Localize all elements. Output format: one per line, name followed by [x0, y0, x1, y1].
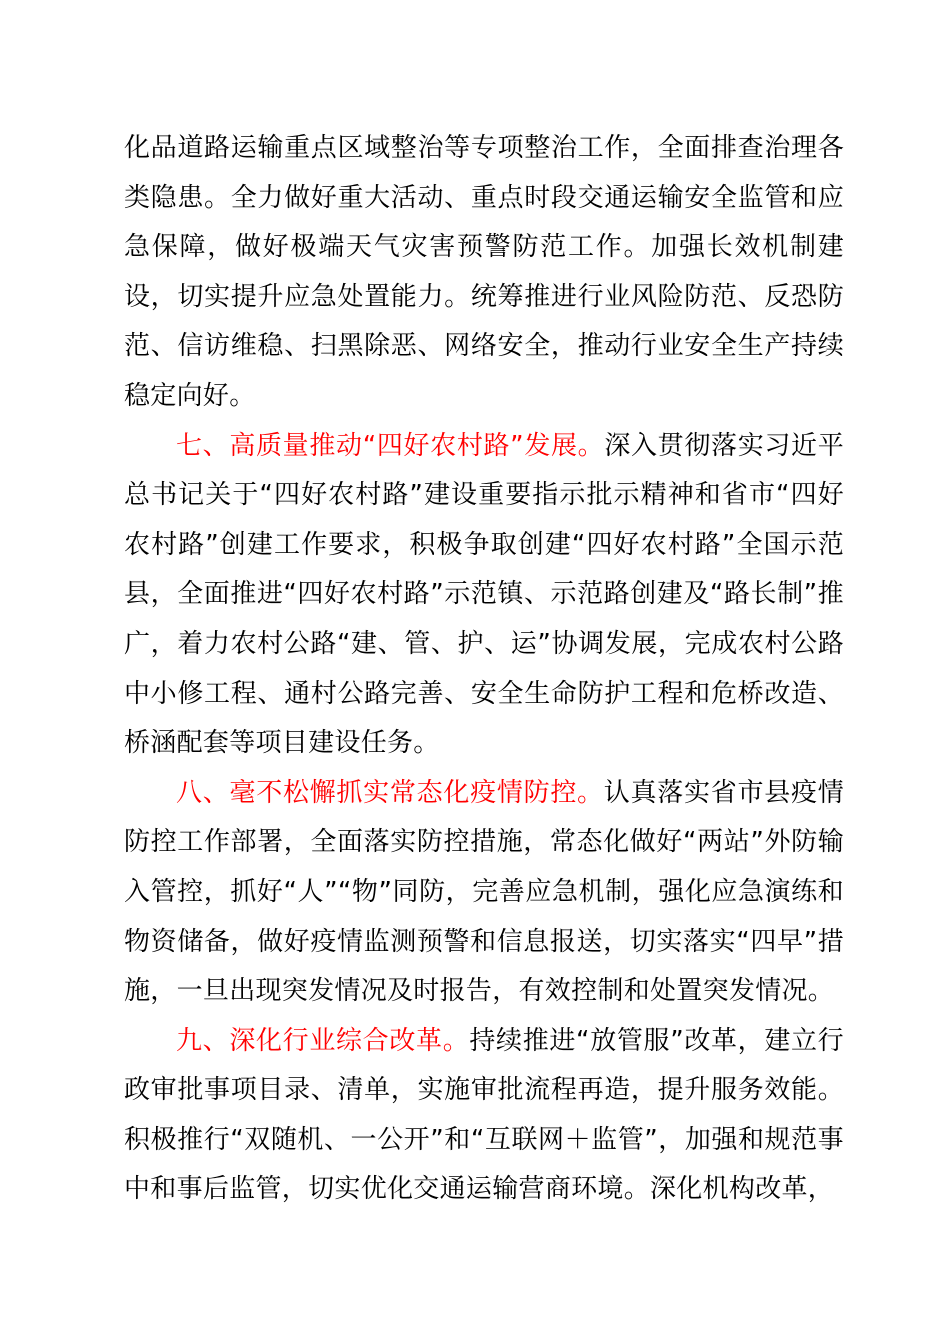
- document-body: [124, 124, 844, 1215]
- section-heading: 七、高质量推动“四好农村路”发展。: [176, 430, 605, 461]
- section-heading: 八、毫不松懈抓实常态化疫情防控。: [176, 777, 604, 808]
- paragraph-body: 持续推进“放管服”改革，建立行政审批事项目录、清单，实施审批流程再造，提升服务效能。积极推行“双随机、一公开”和“互联网＋监管”，加强和规范事中和事后监管，切实优化交通运输营商环境。深化机构改革，: [124, 1025, 844, 1205]
- paragraph-body: 深入贯彻落实习近平总书记关于“四好农村路”建设重要指示批示精神和省市“四好农村路”创建工作要求，积极争取创建“四好农村路”全国示范县，全面推进“四好农村路”示范镇、示范路创建及“路长制”推广，着力农村公路“建、管、护、运”协调发展，完成农村公路中小修工程、通村公路完善、安全生命防护工程和危桥改造、桥涵配套等项目建设任务。: [124, 430, 845, 759]
- paragraph-body: 化品道路运输重点区域整治等专项整治工作，全面排查治理各类隐患。全力做好重大活动、重点时段交通运输安全监管和应急保障，做好极端天气灾害预警防范工作。加强长效机制建设，切实提升应急处置能力。统筹推进行业风险防范、反恐防范、信访维稳、扫黑除恶、网络安全，推动行业安全生产持续稳定向好。: [124, 133, 844, 411]
- paragraph-body: 认真落实省市县疫情防控工作部署，全面落实防控措施，常态化做好“两站”外防输入管控，抓好“人”“物”同防，完善应急机制，强化应急演练和物资储备，做好疫情监测预警和信息报送，切实落实“四早”措施，一旦出现突发情况及时报告，有效控制和处置突发情况。: [124, 777, 844, 1007]
- paragraph-section-9: [124, 1017, 844, 1215]
- section-heading: 九、深化行业综合改革。: [176, 1025, 470, 1056]
- paragraph-section-7: [124, 422, 844, 769]
- paragraph-continuation: [124, 124, 844, 422]
- paragraph-section-8: [124, 769, 844, 1017]
